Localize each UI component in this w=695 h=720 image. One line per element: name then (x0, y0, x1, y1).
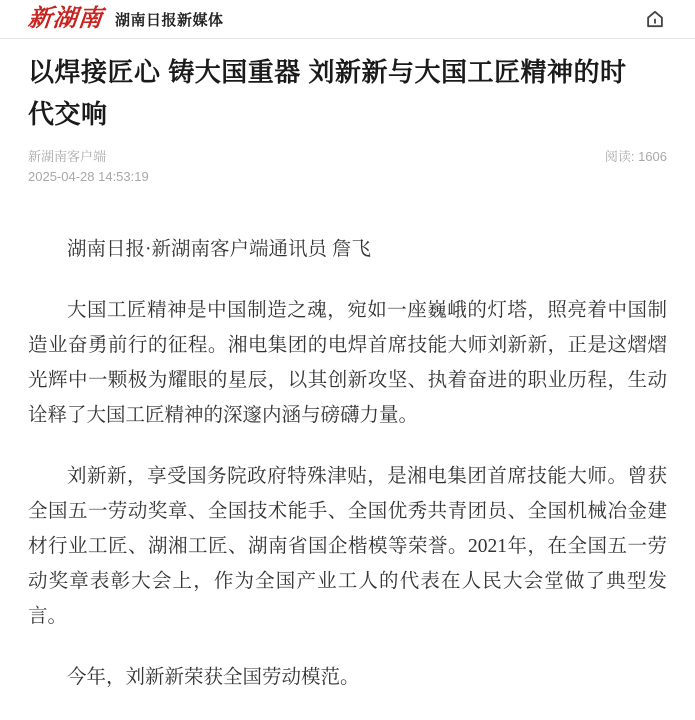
article-body (28, 232, 667, 695)
article-source: 新湖南客户端 (28, 149, 107, 164)
article-title: 以焊接匠心 铸大国重器 刘新新与大国工匠精神的时代交响 (28, 57, 627, 129)
home-icon (644, 8, 666, 30)
article-paragraph: 湖南日报·新湖南客户端通讯员 詹飞 (67, 239, 371, 260)
site-logo[interactable]: 新湖南 (26, 6, 105, 32)
meta-left (28, 147, 149, 187)
read-count (605, 147, 667, 167)
home-button[interactable] (643, 7, 667, 31)
article-page (0, 51, 695, 695)
read-count-value: 1606 (638, 149, 667, 164)
article-meta (28, 147, 667, 187)
article-paragraph: 刘新新，享受国务院政府特殊津贴，是湘电集团首席技能大师。曾获全国五一劳动奖章、全国技术能手、全国优秀共青团员、全国机械冶金建材行业工匠、湖湘工匠、湖南省国企楷模等荣誉。2021年，在全国五一劳动奖章表彰大会上，作为全国产业工人的代表在人民大会堂做了典型发言。 (28, 466, 667, 627)
article-paragraph: 今年，刘新新荣获全国劳动模范。 (67, 667, 360, 688)
site-name: 湖南日报新媒体 (115, 11, 224, 29)
article-timestamp: 2025-04-28 14:53:19 (28, 169, 149, 184)
article-paragraph: 大国工匠精神是中国制造之魂，宛如一座巍峨的灯塔，照亮着中国制造业奋勇前行的征程。湘电集团的电焊首席技能大师刘新新，正是这熠熠光辉中一颗极为耀眼的星辰，以其创新攻坚、执着奋进的职业历程，生动诠释了大国工匠精神的深邃内涵与磅礴力量。 (28, 300, 667, 426)
site-header (0, 0, 695, 39)
read-count-label: 阅读: (604, 149, 635, 164)
